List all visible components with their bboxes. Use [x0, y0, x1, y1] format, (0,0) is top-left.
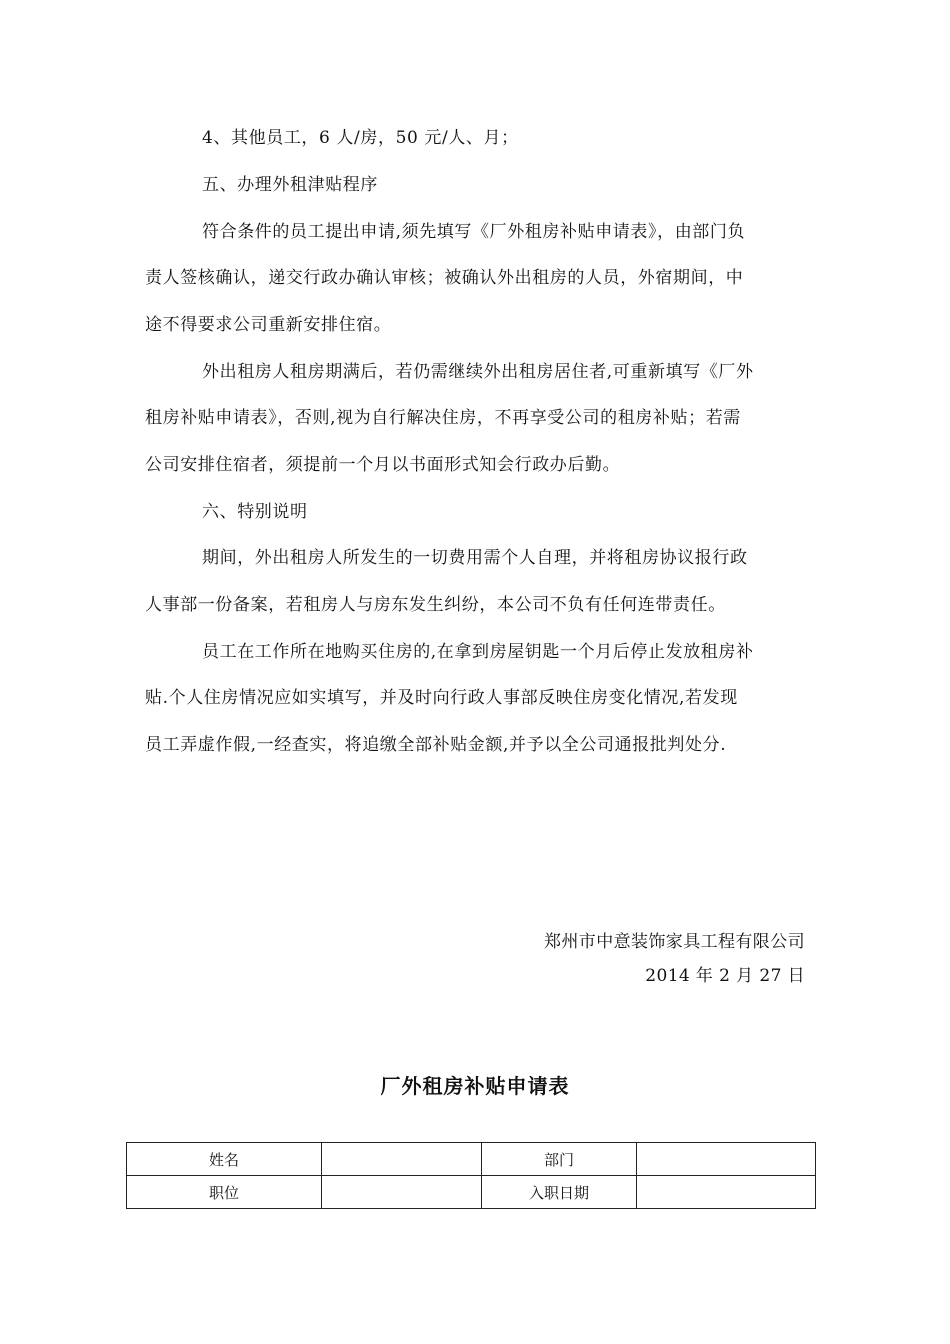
- form-title: 厂外租房补贴申请表: [380, 1074, 570, 1098]
- paragraph-line: 租房补贴申请表》，否则,视为自行解决住房，不再享受公司的租房补贴；若需: [145, 408, 741, 428]
- paragraph-line: 员工在工作所在地购买住房的,在拿到房屋钥匙一个月后停止发放租房补: [202, 642, 754, 662]
- paragraph-line: 人事部一份备案，若租房人与房东发生纠纷，本公司不负有任何连带责任。: [145, 595, 726, 615]
- department-field[interactable]: [637, 1143, 816, 1176]
- label-position: 职位: [127, 1176, 322, 1209]
- hire-date-field[interactable]: [637, 1176, 816, 1209]
- position-field[interactable]: [322, 1176, 482, 1209]
- name-field[interactable]: [322, 1143, 482, 1176]
- paragraph-line: 符合条件的员工提出申请,须先填写《厂外租房补贴申请表》，由部门负: [202, 222, 746, 242]
- policy-item-4: 4、其他员工，6 人/房，50 元/人、月；: [202, 128, 519, 148]
- section-heading-5: 五、办理外租津贴程序: [202, 175, 378, 195]
- signature-date: 2014 年 2 月 27 日: [645, 966, 805, 986]
- table-row: [127, 1143, 816, 1176]
- paragraph-line: 期间，外出租房人所发生的一切费用需个人自理，并将租房协议报行政: [202, 548, 748, 568]
- paragraph-line: 责人签核确认，递交行政办确认审核；被确认外出租房的人员，外宿期间，中: [145, 268, 744, 288]
- paragraph-line: 贴.个人住房情况应如实填写，并及时向行政人事部反映住房变化情况,若发现: [145, 688, 738, 708]
- company-signature: 郑州市中意装饰家具工程有限公司: [544, 932, 805, 952]
- application-form-table: [126, 1142, 816, 1209]
- paragraph-line: 员工弄虚作假,一经查实，将追缴全部补贴金额,并予以全公司通报批判处分.: [145, 735, 727, 755]
- paragraph-line: 途不得要求公司重新安排住宿。: [145, 315, 392, 335]
- label-hire-date: 入职日期: [482, 1176, 637, 1209]
- table-row: [127, 1176, 816, 1209]
- paragraph-line: 公司安排住宿者，须提前一个月以书面形式知会行政办后勤。: [145, 455, 621, 475]
- label-name: 姓名: [127, 1143, 322, 1176]
- section-heading-6: 六、特别说明: [202, 502, 308, 522]
- label-department: 部门: [482, 1143, 637, 1176]
- paragraph-line: 外出租房人租房期满后，若仍需继续外出租房居住者,可重新填写《厂外: [202, 362, 754, 382]
